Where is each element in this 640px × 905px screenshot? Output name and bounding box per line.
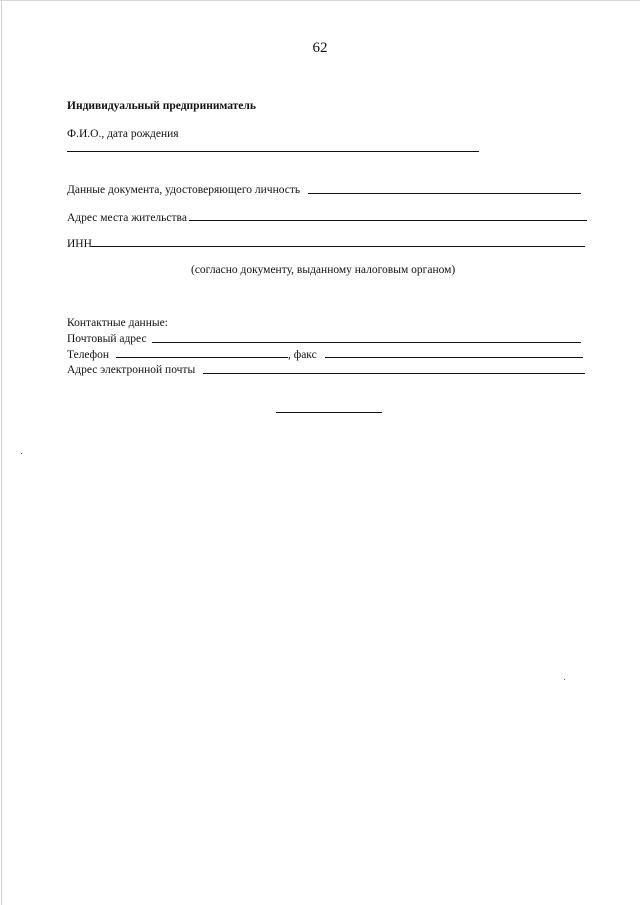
fax-label: , факс [288, 349, 317, 361]
email-label: Адрес электронной почты [67, 364, 196, 376]
residence-field-line[interactable] [189, 220, 587, 221]
postal-address-label: Почтовый адрес [67, 333, 147, 345]
scan-speck [564, 679, 565, 680]
fio-label: Ф.И.О., дата рождения [67, 128, 179, 140]
closing-separator-line [276, 412, 382, 413]
postal-address-field-line[interactable] [152, 342, 581, 343]
page-top-edge [0, 0, 640, 1]
page-left-edge [1, 0, 2, 905]
inn-field-line[interactable] [91, 246, 585, 247]
inn-note: (согласно документу, выданному налоговым органом) [191, 264, 456, 276]
residence-label: Адрес места жительства [67, 212, 187, 224]
id-document-label: Данные документа, удостоверяющего личность [67, 184, 301, 196]
section-heading: Индивидуальный предприниматель [67, 100, 256, 112]
scan-speck [21, 453, 22, 454]
page-number: 62 [312, 40, 328, 56]
email-field-line[interactable] [203, 373, 585, 374]
phone-label: Телефон [67, 349, 110, 361]
phone-field-line[interactable] [116, 357, 288, 358]
inn-label: ИНН [67, 238, 92, 250]
contacts-title: Контактные данные: [67, 317, 168, 329]
fax-field-line[interactable] [325, 357, 583, 358]
id-document-field-line[interactable] [308, 193, 581, 194]
fio-field-line[interactable] [67, 151, 479, 152]
